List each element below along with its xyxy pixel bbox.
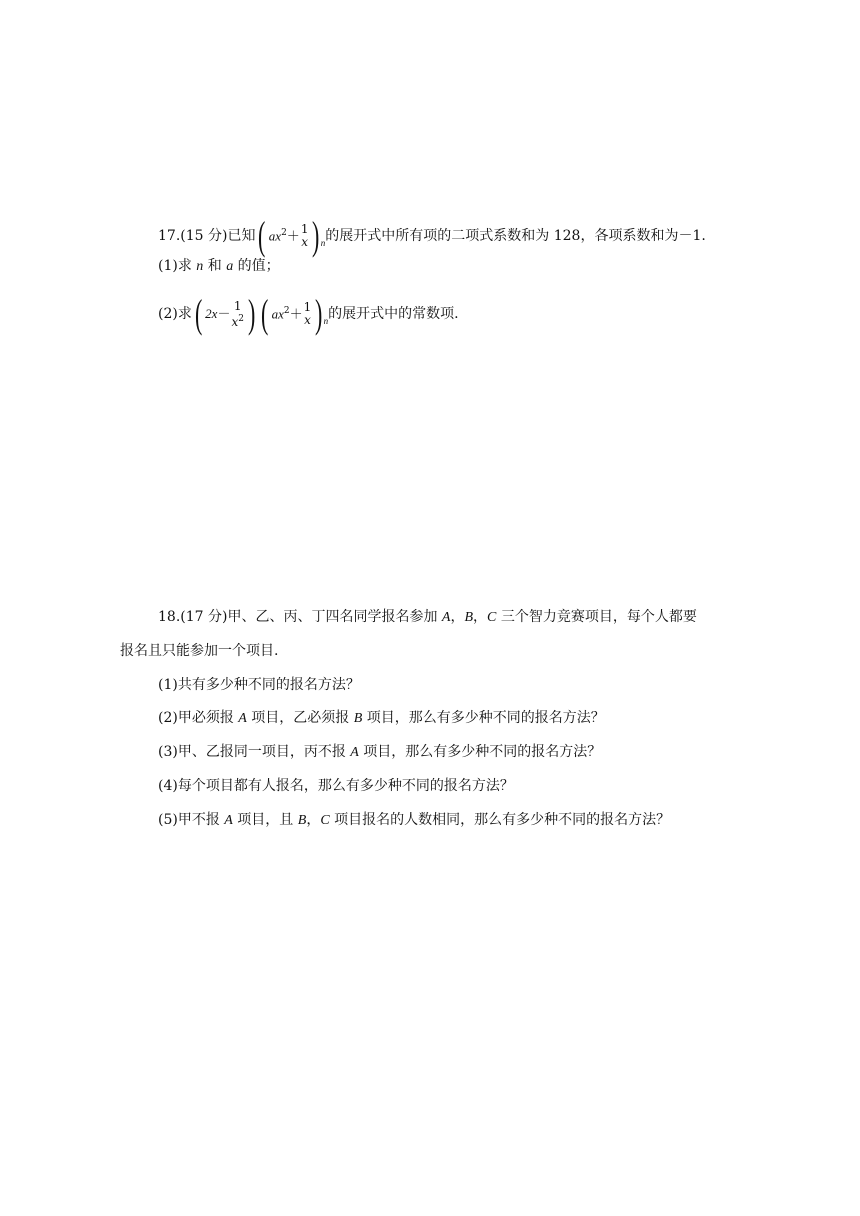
q18-sub3: (3)甲、乙报同一项目，丙不报 A 项目，那么有多少种不同的报名方法？ [158, 744, 602, 760]
q18-sub2: (2)甲必须报 A 项目，乙必须报 B 项目，那么有多少种不同的报名方法？ [158, 710, 605, 726]
q18-sub1: (1)共有多少种不同的报名方法？ [158, 677, 360, 693]
q17-part1: (1)求 n 和 a 的值； [158, 258, 280, 274]
q17-product-expression: ( 2x－ 1 $x^2$ ) ( $ax^2+$ 1 x )$_n$ [194, 291, 329, 336]
q18-stem-line1: 18.(17 分)甲、乙、丙、丁四名同学报名参加 A，B，C 三个智力竞赛项目，每个人都要 [158, 609, 697, 625]
fraction: 1 x [303, 300, 312, 328]
fraction: 1 x [300, 222, 309, 250]
q17-part2: (2)求( 2x－ 1 $x^2$ ) ( $ax^2+$ 1 x )$_n$的展开式中的常数项. [158, 291, 459, 336]
q18-stem-line2: 报名且只能参加一个项目. [120, 643, 279, 659]
q18-sub4: (4)每个项目都有人报名，那么有多少种不同的报名方法？ [158, 778, 514, 794]
q18-sub5: (5)甲不报 A 项目，且 B，C 项目报名的人数相同，那么有多少种不同的报名方法？ [158, 812, 671, 828]
q17-text: 的展开式中所有项的二项式系数和为 128，各项系数和为－1. [325, 228, 706, 244]
q17-lead: 17.(15 分)已知 [158, 228, 256, 244]
q17-binomial-expression: ( $ax^2+$ 1 x )$_n$ [258, 213, 326, 258]
q17-stem [158, 213, 706, 258]
fraction: 1 $x^2$ [231, 298, 244, 329]
